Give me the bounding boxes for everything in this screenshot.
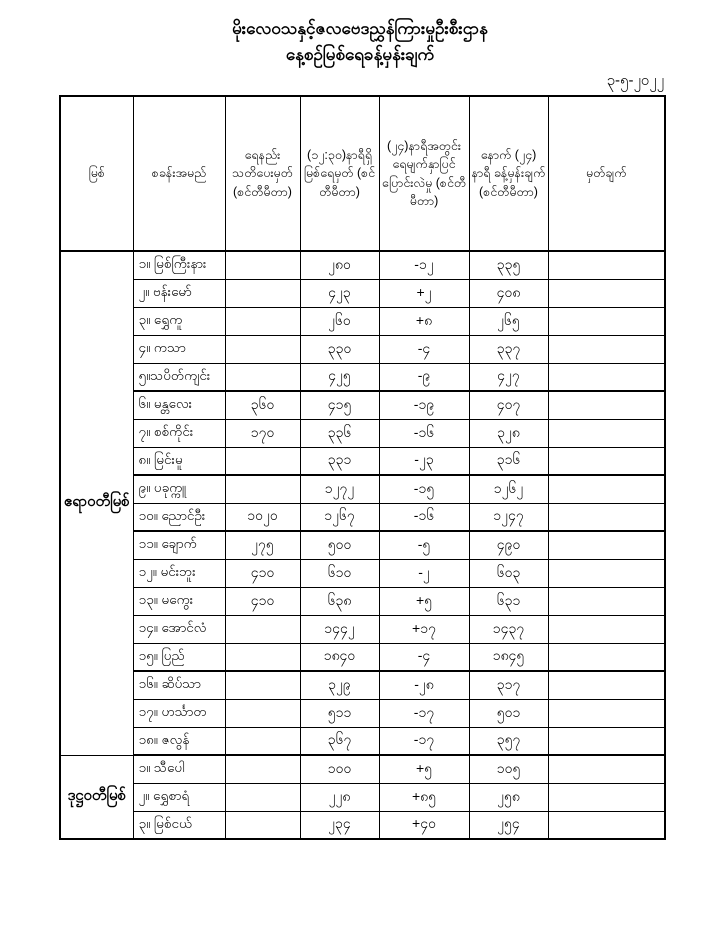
forecast-cell: ၃၃၇ (469, 335, 548, 363)
current-level-cell: ၄၂၅ (300, 363, 379, 391)
station-name-cell: ၁၅။ ပြည် (133, 643, 225, 671)
warning-level-cell (225, 643, 300, 671)
table-row (60, 699, 665, 727)
table-row (60, 671, 665, 699)
table-row (60, 783, 665, 811)
table-row (60, 727, 665, 755)
header-24h-change: (၂၄)နာရီအတွင်း ရေမျက်နှာပြင် ပြောင်းလဲမှု (စင်တီမီတာ) (379, 96, 469, 251)
station-name-cell: ၁၁။ ချောက် (133, 531, 225, 559)
river-name-cell: ဧရာဝတီမြစ် (60, 251, 133, 755)
table-row (60, 755, 665, 783)
change-cell: -၁၇ (379, 727, 469, 755)
change-cell: -၁၂ (379, 251, 469, 279)
change-cell: -၉ (379, 363, 469, 391)
remark-cell (548, 335, 665, 363)
remark-cell (548, 307, 665, 335)
station-name-cell: ၆။ မန္တလေး (133, 391, 225, 419)
remark-cell (548, 251, 665, 279)
warning-level-cell (225, 335, 300, 363)
current-level-cell: ၅၁၁ (300, 699, 379, 727)
forecast-cell: ၂၅၈ (469, 783, 548, 811)
table-row (60, 391, 665, 419)
warning-level-cell (225, 363, 300, 391)
warning-level-cell: ၃၆၀ (225, 391, 300, 419)
forecast-cell: ၅၀၁ (469, 699, 548, 727)
station-name-cell: ၁၀။ ညောင်ဦး (133, 503, 225, 531)
remark-cell (548, 419, 665, 447)
remark-cell (548, 279, 665, 307)
forecast-cell: ၃၁၆ (469, 447, 548, 475)
current-level-cell: ၄၂၃ (300, 279, 379, 307)
warning-level-cell (225, 699, 300, 727)
warning-level-cell (225, 783, 300, 811)
current-level-cell: ၂၂၈ (300, 783, 379, 811)
forecast-cell: ၃၁၇ (469, 671, 548, 699)
current-level-cell: ၃၆၇ (300, 727, 379, 755)
current-level-cell: ၁၈၄၀ (300, 643, 379, 671)
river-forecast-table (59, 95, 666, 840)
station-name-cell: ၃။ ရွှေကူ (133, 307, 225, 335)
change-cell: -၄ (379, 643, 469, 671)
current-level-cell: ၃၃၀ (300, 335, 379, 363)
forecast-cell: ၁၀၅ (469, 755, 548, 783)
forecast-cell: ၄၉၀ (469, 531, 548, 559)
warning-level-cell (225, 475, 300, 503)
change-cell: +၈၅ (379, 783, 469, 811)
station-name-cell: ၂။ ရွှေစာရံ (133, 783, 225, 811)
change-cell: -၁၇ (379, 699, 469, 727)
table-row (60, 279, 665, 307)
table-row (60, 363, 665, 391)
current-level-cell: ၃၃၁ (300, 447, 379, 475)
change-cell: -၁၆ (379, 419, 469, 447)
station-name-cell: ၅။သပိတ်ကျင်း (133, 363, 225, 391)
table-row (60, 531, 665, 559)
warning-level-cell: ၄၁၀ (225, 587, 300, 615)
current-level-cell: ၂၆၀ (300, 307, 379, 335)
forecast-cell: ၃၂၈ (469, 419, 548, 447)
remark-cell (548, 531, 665, 559)
table-row (60, 615, 665, 643)
station-name-cell: ၉။ ပခုက္ကူ (133, 475, 225, 503)
warning-level-cell: ၄၁၀ (225, 559, 300, 587)
river-name-cell: ဒုဋ္ဌဝတီမြစ် (60, 755, 133, 839)
forecast-cell: ၂၆၅ (469, 307, 548, 335)
change-cell: +၁၇ (379, 615, 469, 643)
forecast-cell: ၆၃၁ (469, 587, 548, 615)
table-row (60, 447, 665, 475)
change-cell: -၅ (379, 531, 469, 559)
change-cell: +၈ (379, 307, 469, 335)
table-row (60, 335, 665, 363)
remark-cell (548, 727, 665, 755)
warning-level-cell: ၁၀၂၀ (225, 503, 300, 531)
table-row (60, 419, 665, 447)
current-level-cell: ၂၈၀ (300, 251, 379, 279)
forecast-cell: ၁၈၄၅ (469, 643, 548, 671)
table-row (60, 587, 665, 615)
remark-cell (548, 587, 665, 615)
station-name-cell: ၄။ ကသာ (133, 335, 225, 363)
warning-level-cell (225, 447, 300, 475)
document-subtitle: နေ့စဉ်မြစ်ရေခန့်မှန်းချက် (285, 45, 435, 65)
change-cell: +၂ (379, 279, 469, 307)
change-cell: +၅ (379, 755, 469, 783)
table-row (60, 643, 665, 671)
warning-level-cell (225, 671, 300, 699)
current-level-cell: ၄၁၅ (300, 391, 379, 419)
header-next-24h-forecast: နောက် (၂၄) နာရီ ခန့်မှန်းချက် (စင်တီမီတာ) (469, 96, 548, 251)
remark-cell (548, 615, 665, 643)
forecast-cell: ၄၀၇ (469, 391, 548, 419)
forecast-cell: ၄၀၈ (469, 279, 548, 307)
remark-cell (548, 811, 665, 839)
table-row (60, 251, 665, 279)
station-name-cell: ၁၃။ မကွေး (133, 587, 225, 615)
current-level-cell: ၁၂၇၂ (300, 475, 379, 503)
current-level-cell: ၆၃၈ (300, 587, 379, 615)
warning-level-cell (225, 755, 300, 783)
warning-level-cell (225, 251, 300, 279)
remark-cell (548, 783, 665, 811)
forecast-cell: ၁၂၆၂ (469, 475, 548, 503)
header-remarks: မှတ်ချက် (548, 96, 665, 251)
remark-cell (548, 559, 665, 587)
warning-level-cell (225, 279, 300, 307)
warning-level-cell (225, 307, 300, 335)
table-row (60, 559, 665, 587)
table-row (60, 307, 665, 335)
station-name-cell: ၁။ သီပေါ (133, 755, 225, 783)
current-level-cell: ၁၂၆၇ (300, 503, 379, 531)
change-cell: -၁၆ (379, 503, 469, 531)
change-cell: -၂ (379, 559, 469, 587)
current-level-cell: ၃၂၉ (300, 671, 379, 699)
title-block (0, 16, 720, 69)
change-cell: +၅ (379, 587, 469, 615)
remark-cell (548, 671, 665, 699)
current-level-cell: ၃၃၆ (300, 419, 379, 447)
forecast-cell: ၁၄၃၇ (469, 615, 548, 643)
warning-level-cell: ၁၇၀ (225, 419, 300, 447)
forecast-cell: ၂၅၄ (469, 811, 548, 839)
change-cell: -၂၃ (379, 447, 469, 475)
station-name-cell: ၁၆။ ဆိပ်သာ (133, 671, 225, 699)
station-name-cell: ၁၈။ ဇလွန် (133, 727, 225, 755)
change-cell: -၄ (379, 335, 469, 363)
header-row (60, 96, 665, 251)
station-name-cell: ၁။ မြစ်ကြီးနား (133, 251, 225, 279)
remark-cell (548, 643, 665, 671)
warning-level-cell (225, 811, 300, 839)
remark-cell (548, 363, 665, 391)
remark-cell (548, 503, 665, 531)
current-level-cell: ၁၀၀ (300, 755, 379, 783)
remark-cell (548, 475, 665, 503)
header-low-water-warning-level: ရေနည်း သတိပေးမှတ် (စင်တီမီတာ) (225, 96, 300, 251)
table-row (60, 811, 665, 839)
change-cell: +၄၀ (379, 811, 469, 839)
station-name-cell: ၁၄။ အောင်လံ (133, 615, 225, 643)
header-current-water-level: (၁၂:၃၀)နာရီရှိ မြစ်ရေမှတ် (စင်တီမီတာ) (300, 96, 379, 251)
forecast-cell: ၃၅၇ (469, 727, 548, 755)
current-level-cell: ၅၀၀ (300, 531, 379, 559)
warning-level-cell: ၂၇၅ (225, 531, 300, 559)
forecast-cell: ၄၂၇ (469, 363, 548, 391)
warning-level-cell (225, 615, 300, 643)
current-level-cell: ၂၃၄ (300, 811, 379, 839)
report-date: ၃-၅-၂၀၂၂ (606, 72, 664, 89)
forecast-cell: ၁၂၄၇ (469, 503, 548, 531)
remark-cell (548, 447, 665, 475)
forecast-cell: ၃၃၅ (469, 251, 548, 279)
station-name-cell: ၂။ ဗန်းမော် (133, 279, 225, 307)
station-name-cell: ၁၇။ ဟင်္သာတ (133, 699, 225, 727)
station-name-cell: ၃။ မြစ်ငယ် (133, 811, 225, 839)
forecast-cell: ၆၀၃ (469, 559, 548, 587)
table-row (60, 475, 665, 503)
document-title: မိုးလေဝသနှင့်ဇလဗေဒညွှန်ကြားမှုဦးစီးဌာန (232, 19, 488, 38)
warning-level-cell (225, 727, 300, 755)
station-name-cell: ၁၂။ မင်းဘူး (133, 559, 225, 587)
remark-cell (548, 391, 665, 419)
current-level-cell: ၆၁၀ (300, 559, 379, 587)
remark-cell (548, 699, 665, 727)
station-name-cell: ၇။ စစ်ကိုင်း (133, 419, 225, 447)
change-cell: -၁၅ (379, 475, 469, 503)
change-cell: -၁၉ (379, 391, 469, 419)
header-station-name: စခန်းအမည် (133, 96, 225, 251)
remark-cell (548, 755, 665, 783)
current-level-cell: ၁၄၄၂ (300, 615, 379, 643)
change-cell: -၂၈ (379, 671, 469, 699)
station-name-cell: ၈။ မြင်းမူ (133, 447, 225, 475)
header-river: မြစ် (60, 96, 133, 251)
table-row (60, 503, 665, 531)
